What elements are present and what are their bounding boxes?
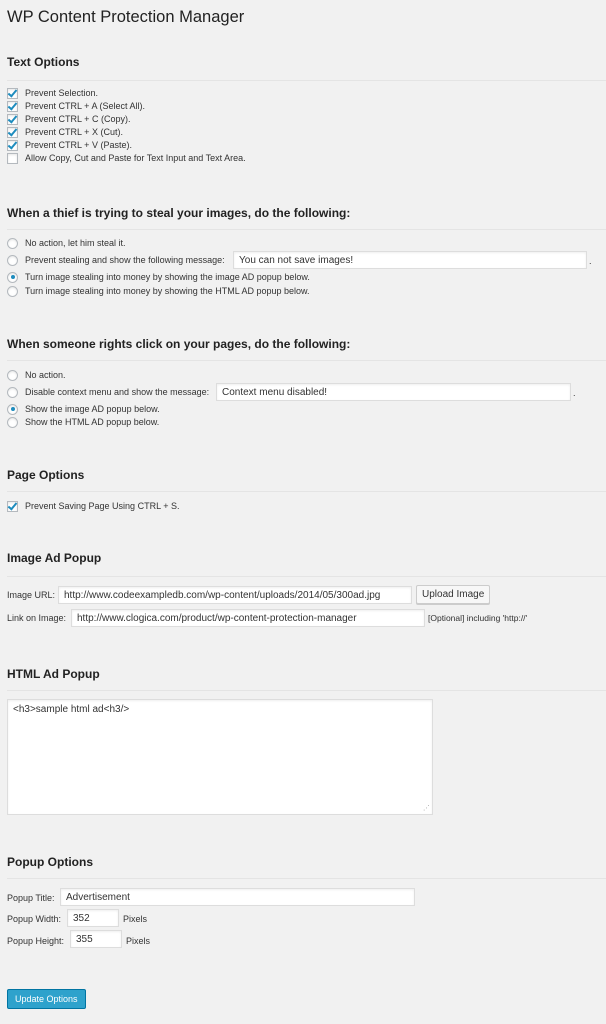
- rightclick-section-heading: When someone rights click on your pages, do the following:: [7, 337, 351, 351]
- page-title: WP Content Protection Manager: [7, 8, 245, 26]
- checkbox-allow-copy-inputs[interactable]: [7, 153, 18, 164]
- option-prevent-save-page[interactable]: [7, 500, 180, 512]
- popup-width-label: Popup Width:: [7, 914, 62, 924]
- radio-rightclick-no-action[interactable]: [7, 370, 18, 381]
- divider: [7, 229, 606, 230]
- divider: [7, 878, 606, 879]
- resize-handle-icon[interactable]: ⋰: [423, 805, 430, 812]
- image-option-html-ad[interactable]: [7, 285, 310, 297]
- checkbox-prevent-paste[interactable]: [7, 140, 18, 151]
- option-label: No action, let him steal it.: [25, 238, 126, 248]
- option-label: Prevent CTRL + C (Copy).: [25, 114, 131, 124]
- image-ad-heading: Image Ad Popup: [7, 551, 102, 565]
- divider: [7, 80, 606, 81]
- radio-rightclick-image-ad[interactable]: [7, 404, 18, 415]
- rightclick-option-no-action[interactable]: [7, 369, 66, 381]
- html-ad-content: <h3>sample html ad<h3/>: [13, 704, 130, 715]
- checkbox-prevent-selection[interactable]: [7, 88, 18, 99]
- popup-title-input[interactable]: Advertisement: [60, 888, 415, 906]
- radio-image-html-ad[interactable]: [7, 286, 18, 297]
- checkbox-prevent-select-all[interactable]: [7, 101, 18, 112]
- link-on-image-label: Link on Image:: [7, 613, 67, 623]
- popup-options-heading: Popup Options: [7, 855, 93, 869]
- context-message-input[interactable]: Context menu disabled!: [216, 383, 571, 401]
- update-options-button[interactable]: Update Options: [7, 989, 86, 1009]
- option-label: Show the HTML AD popup below.: [25, 417, 160, 427]
- image-option-show-message[interactable]: [7, 254, 225, 266]
- checkbox-prevent-cut[interactable]: [7, 127, 18, 138]
- option-prevent-copy[interactable]: [7, 113, 130, 125]
- popup-width-unit: Pixels: [123, 914, 148, 924]
- radio-image-show-message[interactable]: [7, 255, 18, 266]
- link-hint: [Optional] including 'http://': [428, 613, 528, 623]
- option-label: Prevent stealing and show the following message:: [25, 255, 225, 265]
- rightclick-option-show-message[interactable]: [7, 386, 209, 398]
- upload-image-button[interactable]: Upload Image: [416, 585, 490, 604]
- radio-rightclick-html-ad[interactable]: [7, 417, 18, 428]
- divider: [7, 360, 606, 361]
- option-prevent-selection[interactable]: [7, 87, 98, 99]
- image-url-label: Image URL:: [7, 590, 56, 600]
- popup-height-input[interactable]: 355: [70, 930, 122, 948]
- popup-height-label: Popup Height:: [7, 936, 65, 946]
- suffix-dot: .: [573, 388, 576, 398]
- checkbox-prevent-copy[interactable]: [7, 114, 18, 125]
- divider: [7, 491, 606, 492]
- page-options-heading: Page Options: [7, 468, 85, 482]
- option-label: Prevent CTRL + V (Paste).: [25, 140, 132, 150]
- link-on-image-input[interactable]: http://www.clogica.com/product/wp-content-protection-manager: [71, 609, 425, 627]
- rightclick-option-html-ad[interactable]: [7, 416, 159, 428]
- popup-title-label: Popup Title:: [7, 893, 55, 903]
- option-label: Allow Copy, Cut and Paste for Text Input and Text Area.: [25, 153, 246, 163]
- radio-image-no-action[interactable]: [7, 238, 18, 249]
- radio-image-image-ad[interactable]: [7, 272, 18, 283]
- option-allow-copy-inputs[interactable]: [7, 152, 246, 164]
- option-label: Prevent CTRL + X (Cut).: [25, 127, 123, 137]
- option-label: Show the image AD popup below.: [25, 404, 160, 414]
- option-label: No action.: [25, 370, 66, 380]
- divider: [7, 690, 606, 691]
- option-label: Prevent Saving Page Using CTRL + S.: [25, 501, 180, 511]
- image-url-input[interactable]: http://www.codeexampledb.com/wp-content/uploads/2014/05/300ad.jpg: [58, 586, 412, 604]
- popup-height-unit: Pixels: [126, 936, 151, 946]
- option-prevent-paste[interactable]: [7, 139, 132, 151]
- divider: [7, 576, 606, 577]
- option-label: Prevent Selection.: [25, 88, 99, 98]
- option-label: Prevent CTRL + A (Select All).: [25, 101, 145, 111]
- option-prevent-select-all[interactable]: [7, 100, 145, 112]
- text-options-heading: Text Options: [7, 55, 80, 69]
- images-section-heading: When a thief is trying to steal your images, do the following:: [7, 206, 351, 220]
- radio-rightclick-show-message[interactable]: [7, 387, 18, 398]
- option-label: Turn image stealing into money by showing the image AD popup below.: [25, 272, 310, 282]
- option-prevent-cut[interactable]: [7, 126, 123, 138]
- checkbox-prevent-save-page[interactable]: [7, 501, 18, 512]
- option-label: Disable context menu and show the message:: [25, 387, 210, 397]
- image-option-image-ad[interactable]: [7, 271, 310, 283]
- image-option-no-action[interactable]: [7, 237, 126, 249]
- rightclick-option-image-ad[interactable]: [7, 403, 160, 415]
- image-message-input[interactable]: You can not save images!: [233, 251, 587, 269]
- html-ad-heading: HTML Ad Popup: [7, 667, 100, 681]
- html-ad-textarea[interactable]: [7, 699, 433, 815]
- suffix-dot: .: [589, 256, 592, 266]
- popup-width-input[interactable]: 352: [67, 909, 119, 927]
- option-label: Turn image stealing into money by showing the HTML AD popup below.: [25, 286, 310, 296]
